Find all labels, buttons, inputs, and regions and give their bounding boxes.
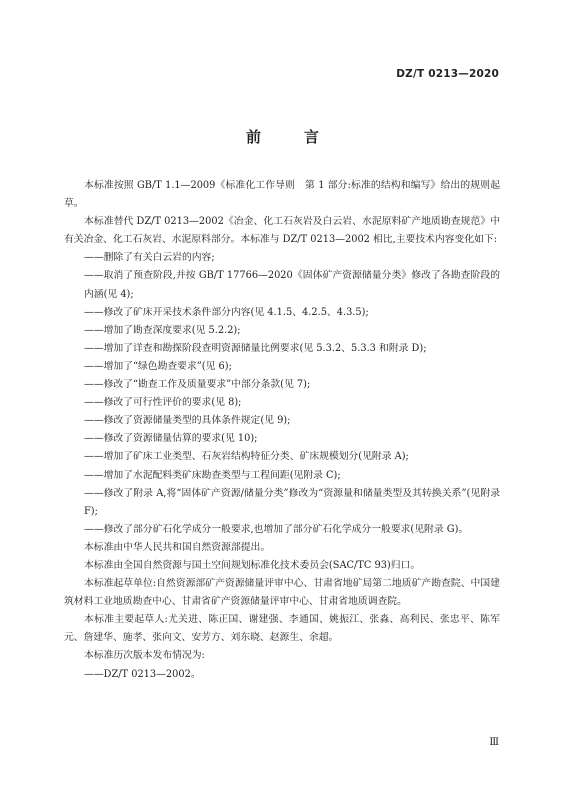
paragraph-proposer: 本标准由中华人民共和国自然资源部提出。	[84, 541, 271, 553]
standard-code: DZ/T 0213—2020	[396, 68, 499, 80]
paragraph-drafting-units: 本标准起草单位:自然资源部矿产资源储量评审中心、甘肃省地矿局第二地质矿产勘查院、中国建筑材料工业地质勘查中心、甘肃省矿产资源储量评审中心、甘肃省地质调查院。	[64, 578, 500, 608]
change-item: ——修改了资源储量类型的具体条件规定(见 9);	[84, 415, 291, 427]
change-item: ——增加了详查和勘探阶段查明资源储量比例要求(见 5.3.2、5.3.3 和附录 D);	[84, 342, 427, 354]
change-item: ——修改了资源储量估算的要求(见 10);	[84, 433, 258, 445]
paragraph-committee: 本标准由全国自然资源与国土空间规划标准化技术委员会(SAC/TC 93)归口。	[84, 559, 421, 571]
paragraph-drafting-rules: 本标准按照 GB/T 1.1—2009《标准化工作导则 第 1 部分:标准的结构和编写》给出的规则起草。	[64, 180, 500, 210]
change-item: ——增加了矿床工业类型、石灰岩结构特征分类、矿床规模划分(见附录 A);	[84, 451, 409, 463]
change-item: ——取消了预查阶段,并按 GB/T 17766—2020《固体矿产资源储量分类》修改了各勘查阶段的内涵(见 4);	[84, 270, 500, 300]
change-item: ——修改了部分矿石化学成分一般要求,也增加了部分矿石化学成分一般要求(见附录 G)。	[84, 523, 469, 535]
change-item: ——修改了“勘查工作及质量要求”中部分条款(见 7);	[84, 379, 311, 391]
change-item: ——增加了水泥配料类矿床勘查类型与工程间距(见附录 C);	[84, 469, 341, 481]
history-item: ——DZ/T 0213—2002。	[84, 668, 201, 680]
paragraph-replacement: 本标准替代 DZ/T 0213—2002《冶金、化工石灰岩及白云岩、水泥原料矿产地质勘查规范》中有关冶金、化工石灰岩、水泥原料部分。本标准与 DZ/T 0213—2002 相比,主要技术内容变化如下:	[64, 216, 500, 246]
change-item: ——修改了附录 A,将“固体矿产资源/储量分类”修改为“资源量和储量类型及其转换关系”(见附录 F);	[84, 487, 500, 517]
change-item: ——增加了“绿色勘查要求”(见 6);	[84, 360, 232, 372]
change-item: ——修改了可行性评价的要求(见 8);	[84, 397, 242, 409]
page-title: 前 言	[245, 128, 333, 146]
paragraph-drafters: 本标准主要起草人:尤关进、陈正国、谢建强、李通国、姚振江、张淼、高利民、张忠平、陈军元、詹建华、施孝、张向文、安芳方、刘东晓、赵源生、余超。	[64, 614, 500, 644]
page-number: Ⅲ	[489, 737, 499, 748]
change-item: ——删除了有关白云岩的内容;	[84, 252, 215, 264]
paragraph-history-heading: 本标准历次版本发布情况为:	[84, 650, 205, 662]
change-item: ——修改了矿床开采技术条件部分内容(见 4.1.5、4.2.5、4.3.5);	[84, 306, 369, 318]
change-item: ——增加了勘查深度要求(见 5.2.2);	[84, 324, 241, 336]
foreword-body	[64, 177, 500, 684]
